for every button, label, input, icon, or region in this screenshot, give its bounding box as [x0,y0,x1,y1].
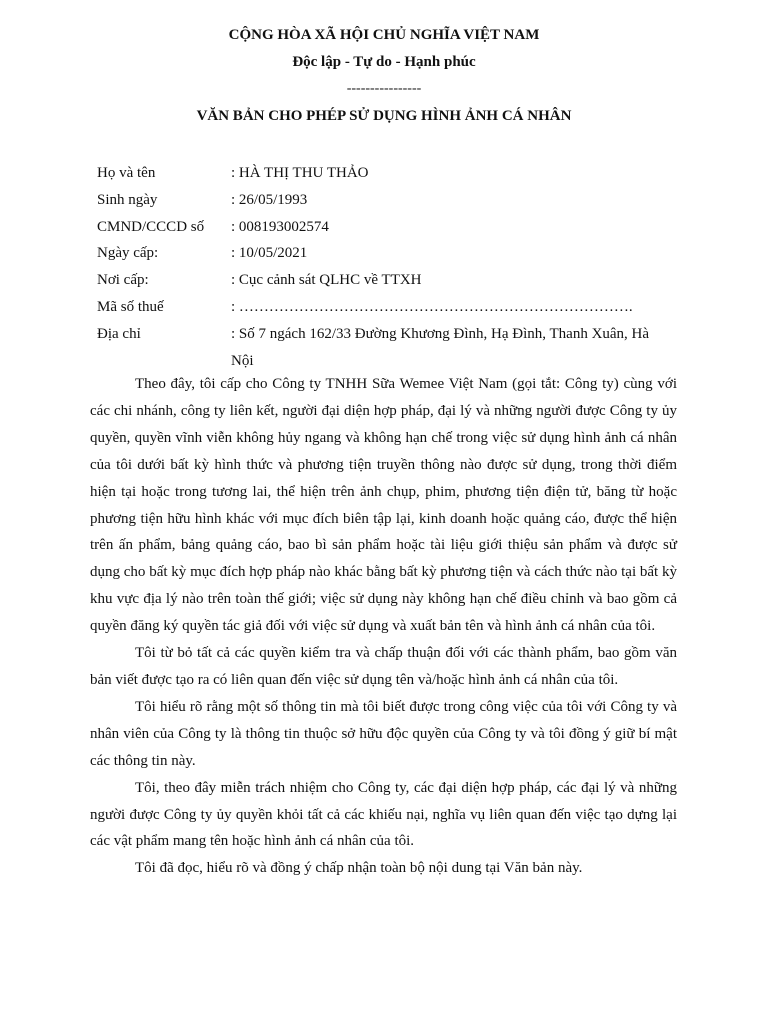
motto-heading: Độc lập - Tự do - Hạnh phúc [292,54,476,70]
paragraph-release: Tôi, theo đây miễn trách nhiệm cho Công ty, các đại diện hợp pháp, các đại lý và những người được Công ty ủy quyền khỏi tất cả các khiếu nại, nghĩa vụ liên quan đến việc tạo dựng lại các vật phẩm mang tên hoặc hình ảnh cá nhân của tôi. [90,779,677,850]
id-number-value: : 008193002574 [231,218,329,235]
paragraph-acknowledgement: Tôi đã đọc, hiểu rõ và đồng ý chấp nhận toàn bộ nội dung tại Văn bản này. [135,860,583,877]
dob-label: Sinh ngày [97,191,158,208]
info-row-name [97,160,687,187]
info-row-address [97,321,687,375]
paragraph-grant: Theo đây, tôi cấp cho Công ty TNHH Sữa Wemee Việt Nam (gọi tắt: Công ty) cùng với các chi nhánh, công ty liên kết, người đại diện hợp pháp, đại lý và những người được Công ty ủy quyền, quyền vĩnh viễn không hủy ngang và không hạn chế trong việc sử dụng hình ảnh cá nhân của tôi dưới bất kỳ hình thức và phương tiện truyền thông nào được sử dụng, trong thời điểm hiện tại hoặc trong tương lai, thể hiện trên ảnh chụp, phim, phương tiện điện tử, băng từ hoặc phương tiện hữu hình khác với mục đích biên tập lại, kinh doanh hoặc quảng cáo, được thể hiện trên ấn phẩm, bảng quảng cáo, bao bì sản phẩm hoặc tài liệu giới thiệu sản phẩm và được sử dụng cho bất kỳ mục đích hợp pháp nào khác bằng bất kỳ phương tiện và cách thức nào tại bất kỳ khu vực địa lý nào trên toàn thế giới; việc sử dụng này không hạn chế điều chỉnh và bao gồm cả quyền đăng ký quyền tác giả đối với việc sử dụng và xuất bản tên và hình ảnh cá nhân của tôi. [90,376,677,635]
country-heading: CỘNG HÒA XÃ HỘI CHỦ NGHĨA VIỆT NAM [228,27,540,43]
paragraph-confidentiality: Tôi hiểu rõ rằng một số thông tin mà tôi biết được trong công việc của tôi với Công ty và nhân viên của Công ty là thông tin thuộc sở hữu độc quyền của Công ty và tôi đồng ý giữ bí mật các thông tin này. [90,698,677,769]
tax-code-label: Mã số thuế [97,298,164,315]
document-title: VĂN BẢN CHO PHÉP SỬ DỤNG HÌNH ẢNH CÁ NHÂN [196,108,572,124]
consent-body [90,371,677,882]
issue-place-value: : Cục cảnh sát QLHC về TTXH [231,272,422,289]
issue-place-label: Nơi cấp: [97,272,149,289]
info-row-tax [97,294,687,321]
personal-info-block [97,160,687,375]
address-label: Địa chỉ [97,325,141,342]
tax-code-value: : ……………………………………………………………………. [231,298,633,315]
id-number-label: CMND/CCCD số [97,218,205,235]
address-value: : Số 7 ngách 162/33 Đường Khương Đình, Hạ Đình, Thanh Xuân, Hà Nội [231,325,650,369]
info-row-id [97,214,687,241]
info-row-dob [97,187,687,214]
info-row-issue-date [97,240,687,267]
issue-date-value: : 10/05/2021 [231,245,308,262]
name-label: Họ và tên [97,165,156,181]
heading-separator: ---------------- [346,81,422,96]
name-value: : HÀ THỊ THU THẢO [231,165,369,181]
dob-value: : 26/05/1993 [231,191,308,208]
issue-date-label: Ngày cấp: [97,245,159,262]
info-row-issue-place [97,267,687,294]
paragraph-waiver: Tôi từ bỏ tất cả các quyền kiểm tra và chấp thuận đối với các thành phẩm, bao gồm văn bản viết được tạo ra có liên quan đến việc sử dụng tên và/hoặc hình ảnh cá nhân của tôi. [90,645,677,688]
